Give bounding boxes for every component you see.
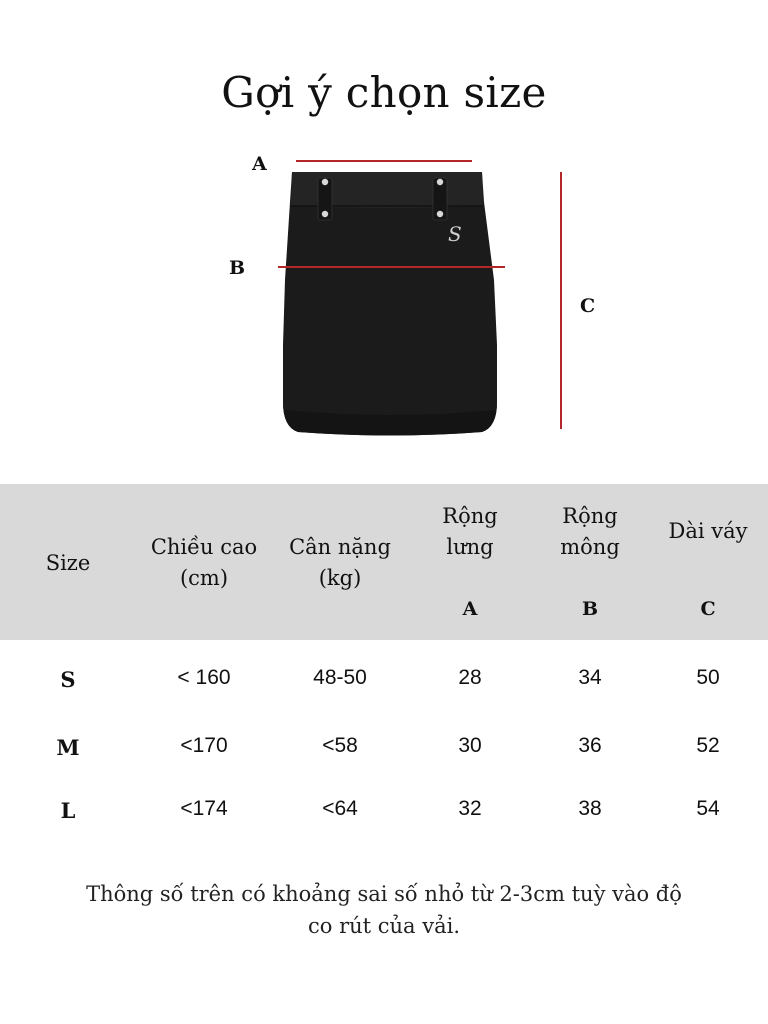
column-letter-b: B bbox=[581, 598, 599, 620]
column-letter-c: C bbox=[700, 598, 716, 620]
table-row bbox=[0, 789, 768, 829]
snap-button bbox=[437, 179, 443, 185]
hip-cell: 36 bbox=[578, 734, 602, 757]
length-cell: 50 bbox=[696, 666, 720, 689]
table-row bbox=[0, 658, 768, 698]
size-cell: L bbox=[60, 798, 76, 823]
table-row bbox=[0, 726, 768, 766]
height-cell: <170 bbox=[180, 734, 228, 757]
size-cell: S bbox=[60, 667, 76, 692]
column-header-skirt-length: Dài váy bbox=[668, 519, 748, 543]
hip-cell: 34 bbox=[578, 666, 602, 689]
column-header-size: Size bbox=[45, 551, 91, 575]
column-letter-a: A bbox=[462, 598, 478, 620]
skirt-illustration bbox=[0, 140, 768, 450]
height-cell: <174 bbox=[180, 797, 228, 820]
label-a: A bbox=[252, 153, 267, 175]
snap-button bbox=[322, 211, 328, 217]
skirt-shape bbox=[283, 172, 497, 436]
column-header-height: Chiều cao (cm) bbox=[150, 535, 258, 590]
length-cell: 54 bbox=[696, 797, 720, 820]
hip-cell: 38 bbox=[578, 797, 602, 820]
page-title: Gợi ý chọn size bbox=[221, 68, 547, 117]
column-header-weight: Cân nặng (kg) bbox=[289, 535, 391, 590]
snap-button bbox=[322, 179, 328, 185]
waist-cell: 30 bbox=[458, 734, 482, 757]
logo-mark-icon: S bbox=[448, 222, 462, 246]
weight-cell: <58 bbox=[322, 734, 358, 757]
measurement-tolerance-note: Thông số trên có khoảng sai số nhỏ từ 2-3cm tuỳ vào độ co rút của vải. bbox=[86, 882, 682, 938]
height-cell: < 160 bbox=[177, 666, 231, 689]
size-table-header bbox=[0, 484, 768, 640]
weight-cell: <64 bbox=[322, 797, 358, 820]
waist-cell: 28 bbox=[458, 666, 482, 689]
label-c: C bbox=[580, 295, 596, 317]
waist-cell: 32 bbox=[458, 797, 482, 820]
label-b: B bbox=[229, 257, 246, 279]
size-cell: M bbox=[56, 735, 80, 760]
snap-button bbox=[437, 211, 443, 217]
skirt-measurement-diagram bbox=[0, 140, 768, 450]
column-header-waist-width: Rộng lưng bbox=[442, 504, 498, 559]
weight-cell: 48-50 bbox=[313, 666, 367, 689]
column-header-hip-width: Rộng mông bbox=[560, 504, 620, 559]
length-cell: 52 bbox=[696, 734, 720, 757]
